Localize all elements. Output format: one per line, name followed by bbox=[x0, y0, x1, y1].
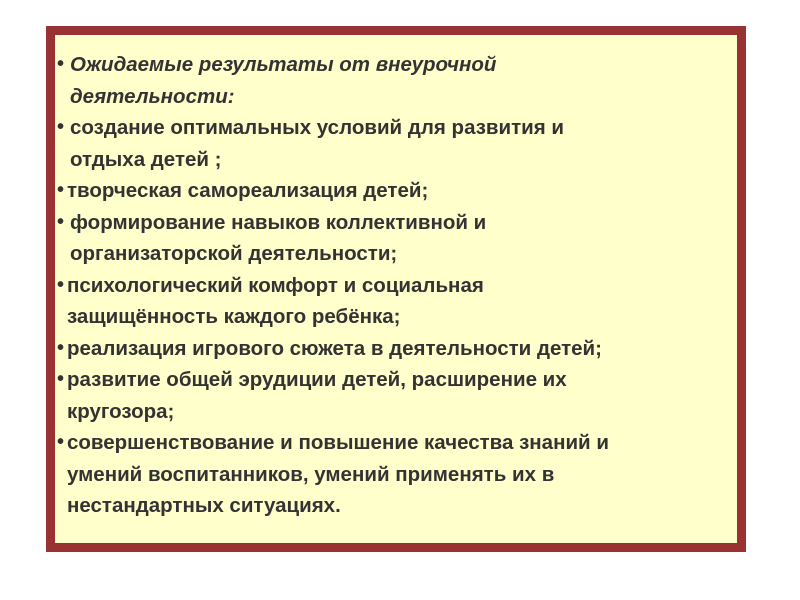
list-item bbox=[57, 112, 733, 175]
bullet-icon: • bbox=[57, 368, 65, 390]
bullet-icon: • bbox=[57, 431, 65, 453]
list-item-text: психологический комфорт и социальная защищённость каждого ребёнка; bbox=[67, 273, 484, 328]
bullet-icon: • bbox=[57, 53, 65, 75]
results-list bbox=[57, 49, 733, 522]
list-item-heading bbox=[57, 49, 733, 112]
list-item bbox=[57, 427, 733, 522]
list-item-text: творческая самореализация детей; bbox=[67, 179, 429, 202]
bullet-icon: • bbox=[57, 116, 65, 138]
list-item bbox=[57, 270, 733, 333]
bullet-icon: • bbox=[57, 336, 65, 359]
list-item bbox=[57, 175, 733, 207]
list-item-text: совершенствование и повышение качества знаний и умений воспитанников, умений применять их в нестандартных ситуациях. bbox=[67, 431, 609, 517]
list-item bbox=[57, 364, 733, 427]
list-item-text: развитие общей эрудиции детей, расширение их кругозора; bbox=[67, 368, 567, 423]
heading-text: Ожидаемые результаты от внеурочной деятельности: bbox=[70, 53, 497, 108]
list-item bbox=[57, 207, 733, 270]
bullet-icon: • bbox=[57, 273, 65, 296]
list-item bbox=[57, 333, 733, 365]
list-item-text: формирование навыков коллективной и организаторской деятельности; bbox=[70, 210, 487, 265]
content-panel bbox=[46, 26, 746, 552]
list-item-text: создание оптимальных условий для развития и отдыха детей ; bbox=[70, 116, 565, 171]
bullet-icon: • bbox=[57, 210, 65, 233]
bullet-icon: • bbox=[57, 179, 65, 201]
list-item-text: реализация игрового сюжета в деятельности детей; bbox=[67, 336, 602, 360]
